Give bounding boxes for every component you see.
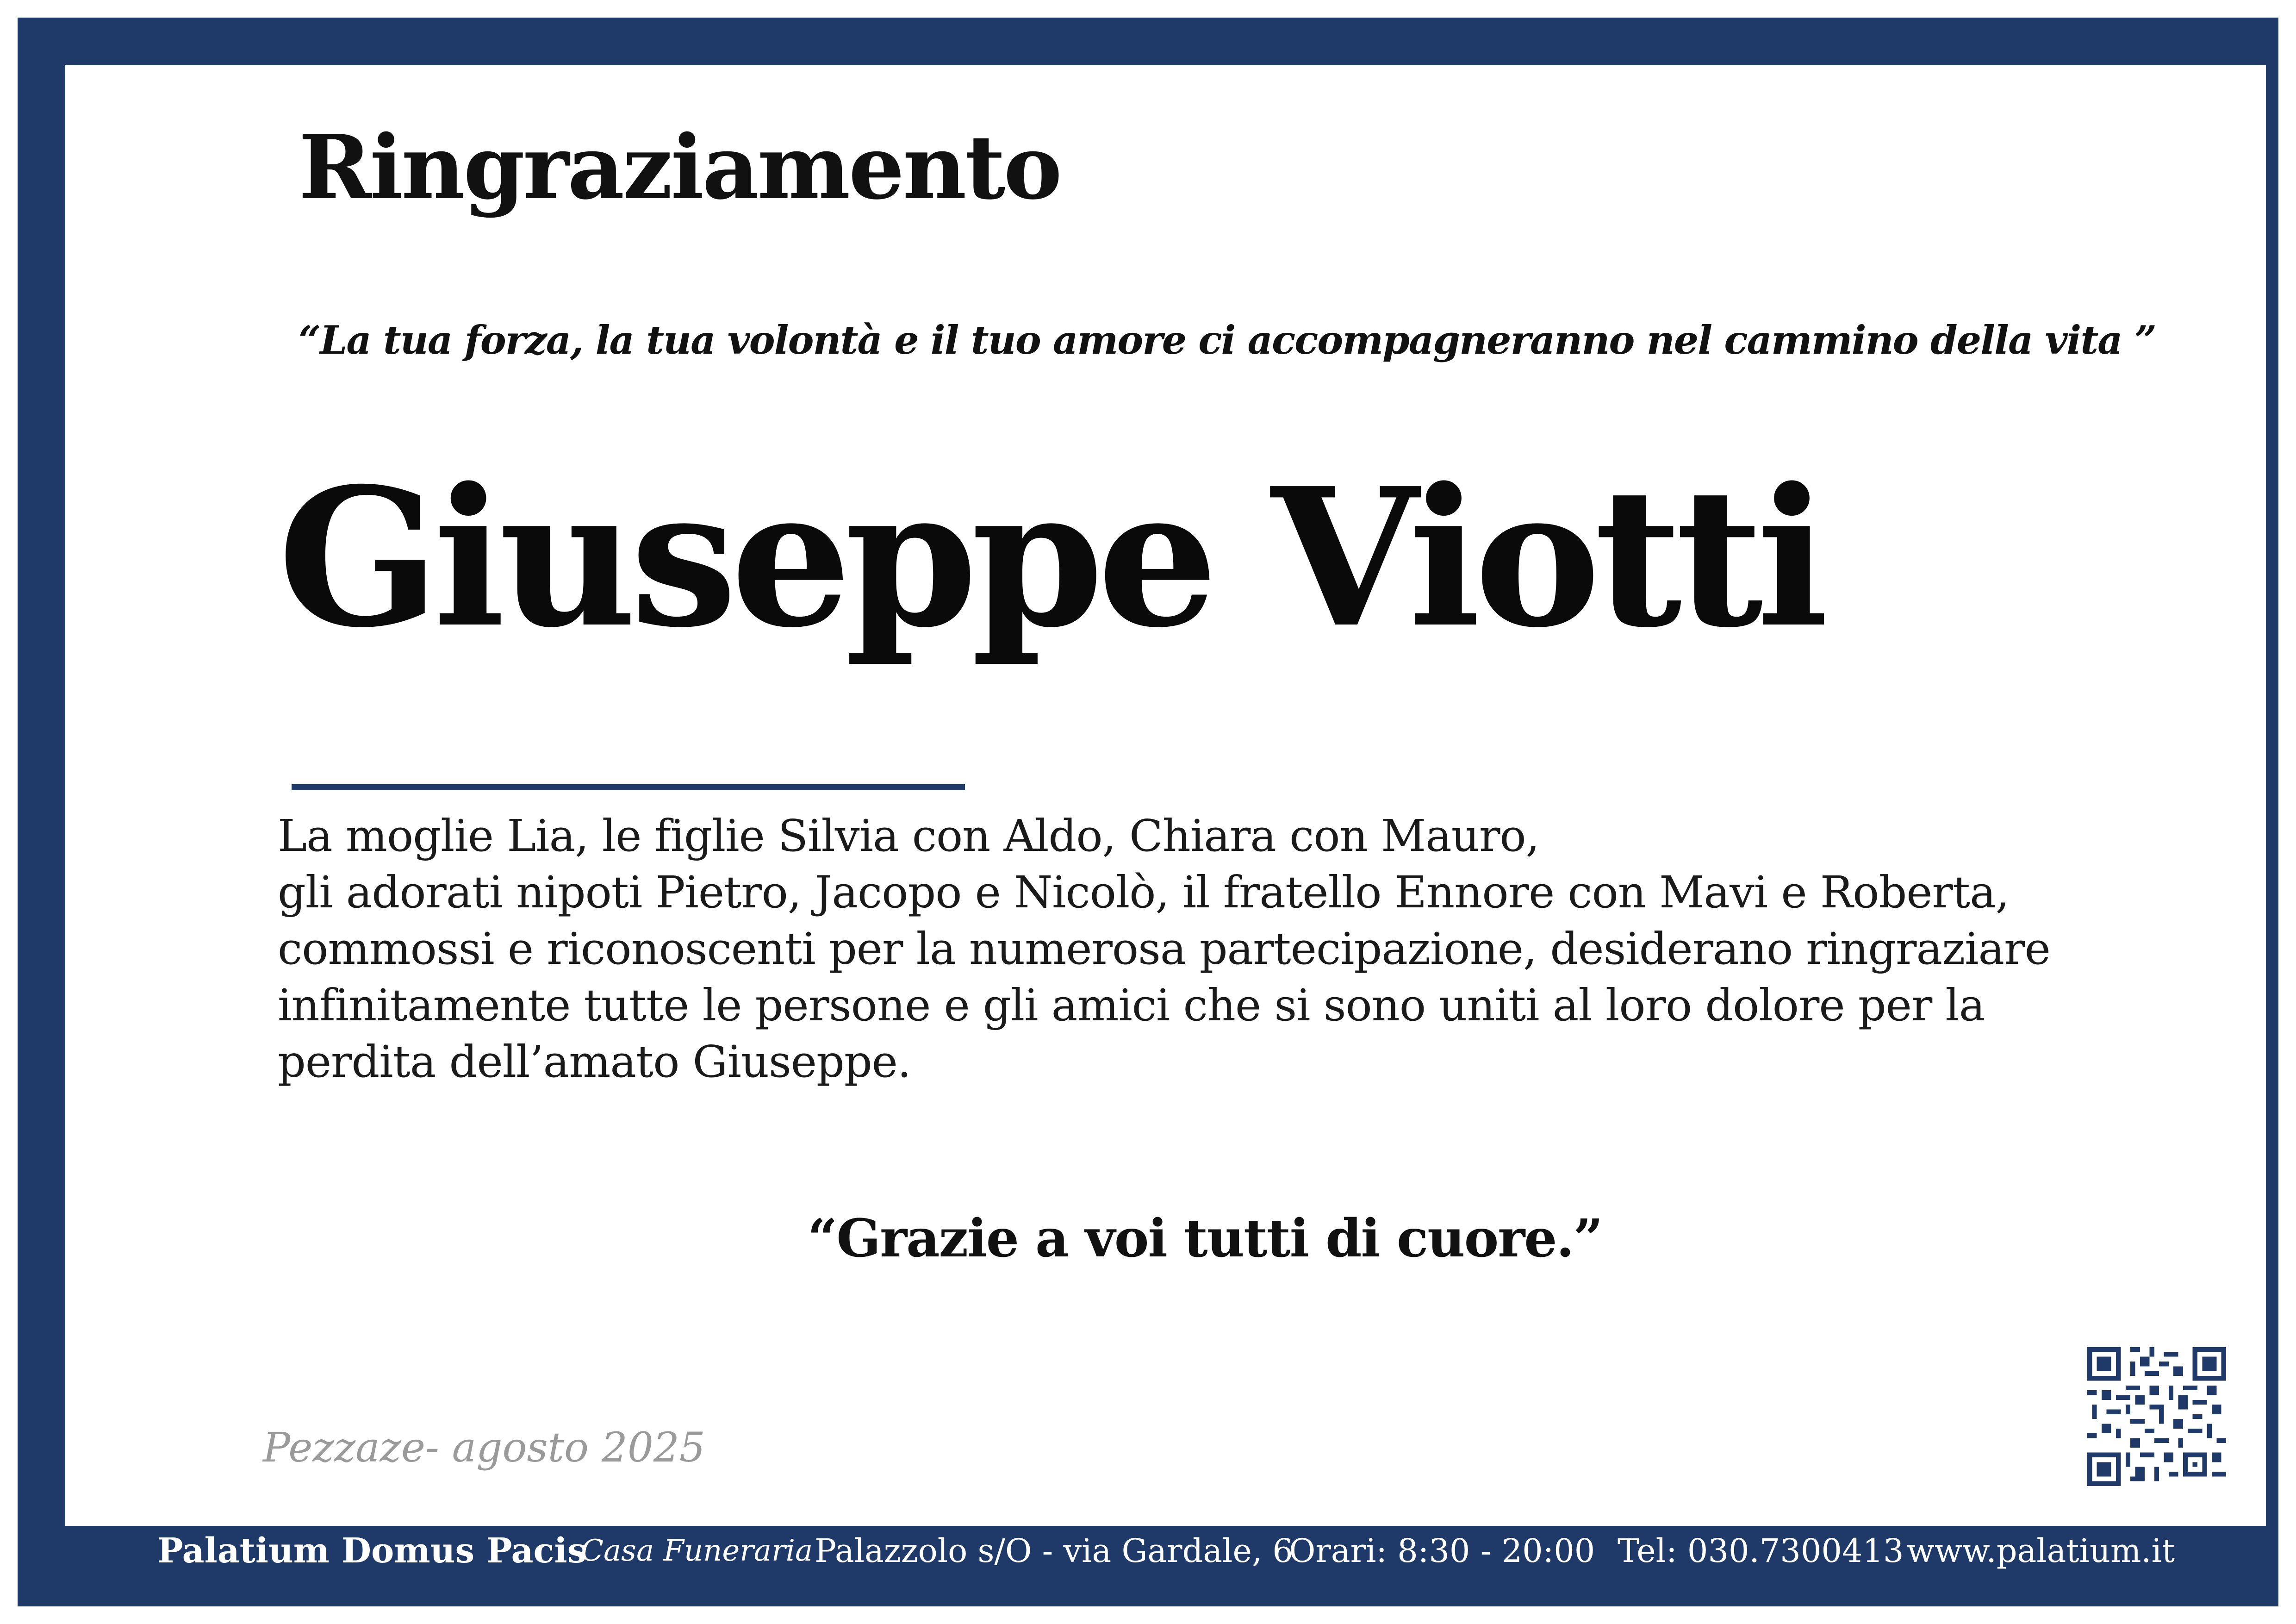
- thanks-quote: “Grazie a voi tutti di cuore.”: [808, 1208, 1602, 1269]
- place-date: Pezzaze- agosto 2025: [263, 1424, 705, 1471]
- notice-heading: Ringraziamento: [299, 116, 1061, 219]
- notice-body: [278, 808, 2221, 1090]
- deceased-name: Giuseppe Viotti: [278, 446, 1823, 669]
- notice-quote: “La tua forza, la tua volontà e il tuo amore ci accompagneranno nel cammino della vita ”: [299, 317, 2156, 363]
- footer-website-link[interactable]: www.palatium.it: [1907, 1532, 2175, 1570]
- divider-rule: [292, 784, 965, 790]
- qr-code-icon[interactable]: [2087, 1347, 2226, 1486]
- footer-hours: Orari: 8:30 - 20:00: [1289, 1532, 1595, 1570]
- body-line: infinitamente tutte le persone e gli amici che si sono uniti al loro dolore per la: [278, 980, 1985, 1031]
- footer-brand: Palatium Domus Pacis: [157, 1531, 587, 1571]
- body-line: gli adorati nipoti Pietro, Jacopo e Nicolò, il fratello Ennore con Mavi e Roberta,: [278, 867, 2009, 918]
- body-line: perdita dell’amato Giuseppe.: [278, 1037, 911, 1087]
- footer-address: Palazzolo s/O - via Gardale, 6: [815, 1532, 1293, 1570]
- body-line: commossi e riconoscenti per la numerosa partecipazione, desiderano ringraziare: [278, 924, 2050, 974]
- notice-panel: [65, 65, 2266, 1526]
- footer-bar: [0, 1528, 2296, 1574]
- footer-type: Casa Funeraria: [581, 1534, 813, 1568]
- body-line: La moglie Lia, le figlie Silvia con Aldo, Chiara con Mauro,: [278, 811, 1539, 862]
- footer-phone[interactable]: Tel: 030.7300413: [1618, 1532, 1904, 1570]
